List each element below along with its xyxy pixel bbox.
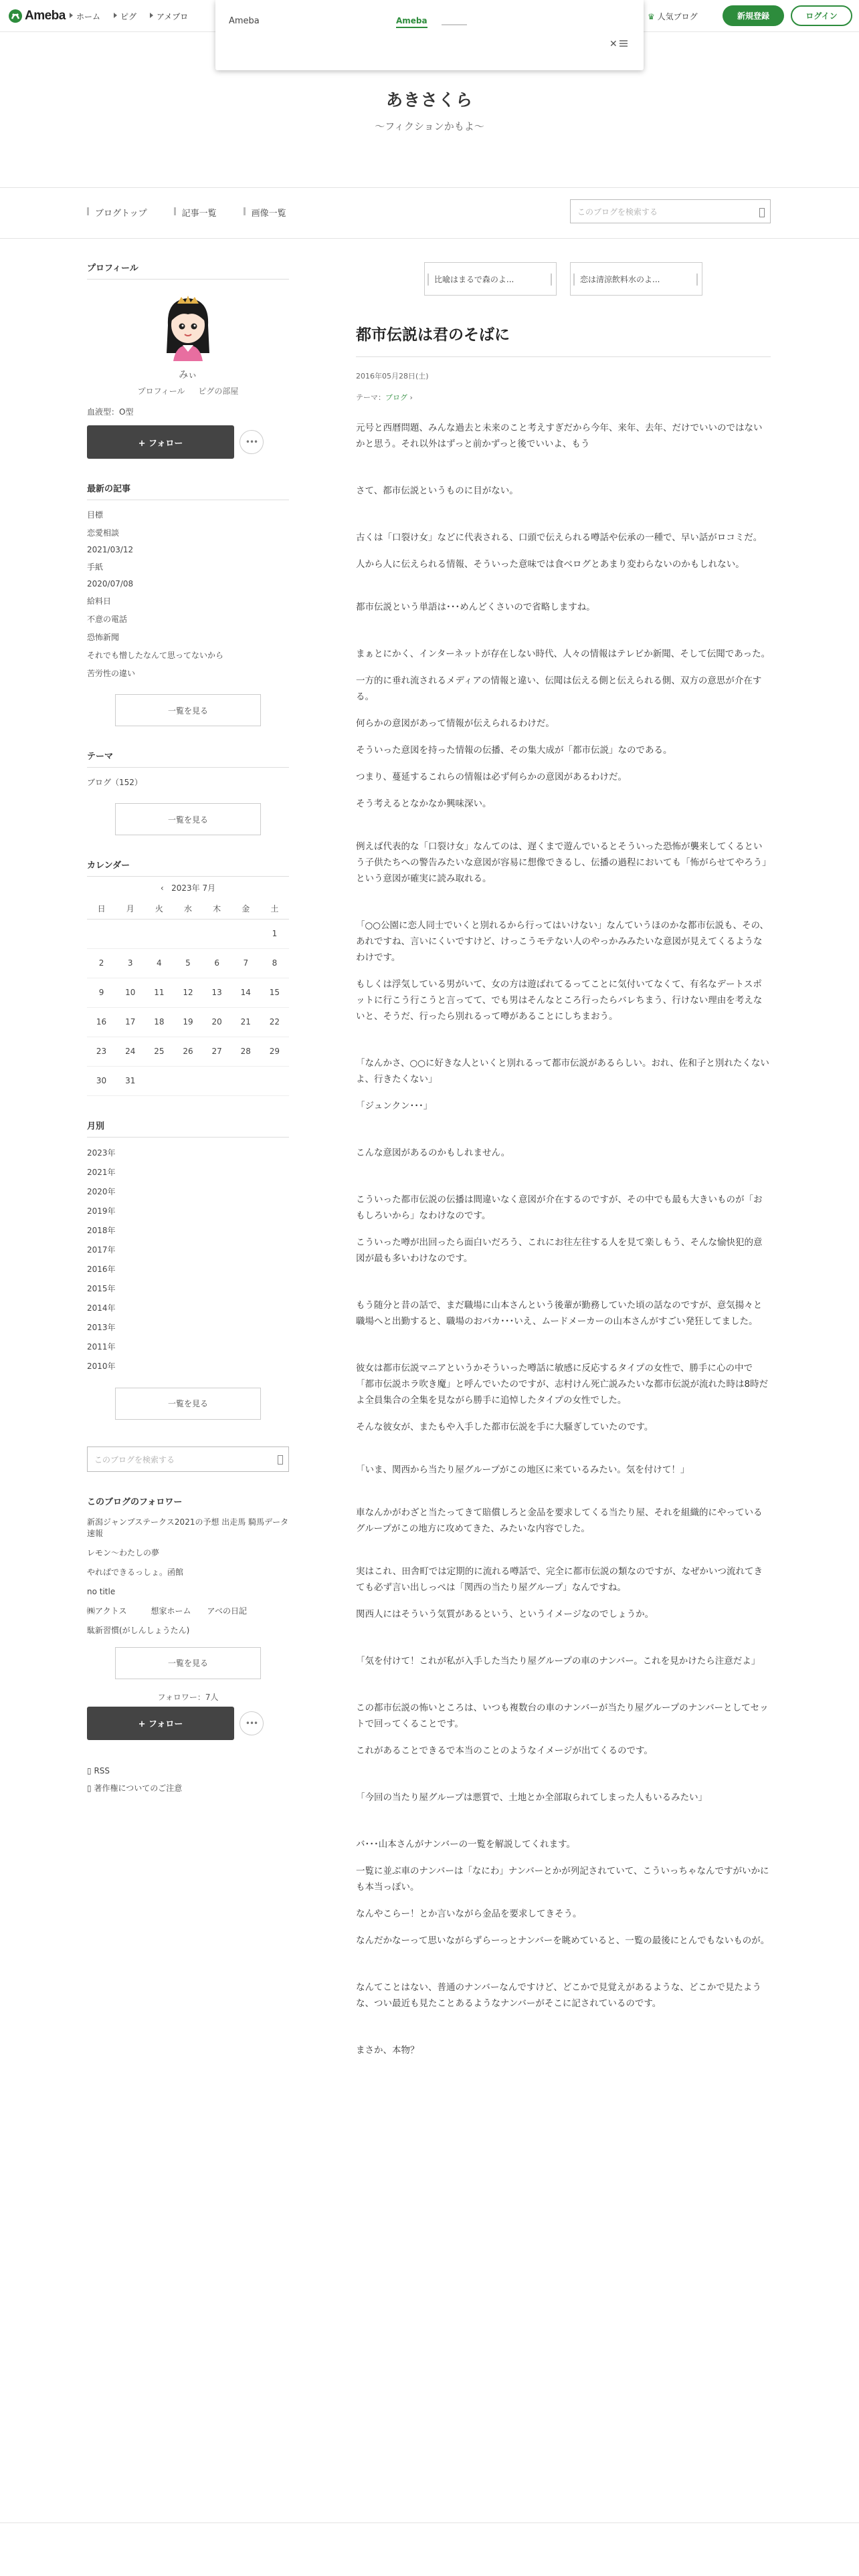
followers-section (87, 1495, 289, 1740)
calendar-day (260, 1066, 289, 1095)
theme-item[interactable]: ブログ（152） (87, 778, 142, 787)
article-paragraph: こういった都市伝説の伝播は間違いなく意図が介在するのですが、その中でも最も大きいものが「おもしろいから」なわけなのです。 (356, 1194, 763, 1221)
article-theme: テーマ：ブログ › (356, 393, 413, 402)
calendar-day (173, 1066, 202, 1095)
article-paragraph: 「なんかさ、○○に好きな人といくと別れるって都市伝説があるらしい。おれ、佐和子と別れたくないよ、行きたくない」 (356, 1058, 769, 1085)
follower-item[interactable]: 新潟ジャンプステークス2021の予想 出走馬 騎馬データ速報 (87, 1517, 289, 1538)
ameba-logo-icon (8, 9, 23, 23)
calendar-day: 27 (203, 1037, 231, 1066)
recent-item[interactable]: 2020/07/08 (87, 579, 134, 588)
calendar-day: 6 (203, 948, 231, 978)
follower-item[interactable]: 駄新習慣(がしんしょうたん) (87, 1625, 190, 1635)
calendar-day (116, 919, 145, 948)
sidebar-search-input[interactable]: このブログを検索する (87, 1446, 289, 1472)
calendar-day (145, 1066, 173, 1095)
article-paragraph: なんやこらー！とか言いながら金品を要求してきそう。 (356, 1909, 582, 1919)
article-paragraph: まさか、本物？ (356, 2045, 419, 2056)
month-item[interactable]: 2020年 (87, 1186, 116, 1196)
calendar-day: 5 (173, 948, 202, 978)
popup-title: Ameba (229, 16, 260, 26)
article-paragraph: 都市伝説という単語は･･･めんどくさいので省略しますね。 (356, 602, 595, 613)
recent-all-button[interactable]: 一覧を見る (115, 694, 261, 726)
rss-icon: ▯ (87, 1765, 92, 1776)
calendar-day (173, 919, 202, 948)
article-paragraph: 「気を付けて！これが私が入手した当たり屋グループの車のナンバー。これを見かけたら注意だよ」 (356, 1656, 761, 1667)
recent-item[interactable]: 手紙 (87, 562, 104, 572)
follower-item[interactable]: レモン〜わたしの夢 (87, 1547, 160, 1558)
month-item[interactable]: 2021年 (87, 1167, 116, 1177)
calendar-day: 8 (260, 948, 289, 978)
article-paragraph: 車なんかがわざと当たってきて賠償しろと金品を要求してくる当たり屋、それを組織的にやっているグループがこの地方に攻めてきた、みたいな内容でした。 (356, 1507, 763, 1534)
more-options-button[interactable]: ••• (240, 430, 264, 454)
rss-label: RSS (94, 1765, 110, 1776)
divider (0, 187, 859, 188)
nav-pigg[interactable]: ピグ (114, 11, 136, 22)
calendar-day: 18 (145, 1007, 173, 1037)
popular-blog-link[interactable] (648, 11, 698, 22)
follower-item[interactable]: no title (87, 1586, 116, 1596)
theme-heading: テーマ (87, 749, 289, 768)
month-item[interactable]: 2017年 (87, 1245, 116, 1255)
calendar-day: 17 (116, 1007, 145, 1037)
recent-item[interactable]: 2021/03/12 (87, 545, 134, 554)
article-paragraph: 一方的に垂れ流されるメディアの情報と違い、伝聞は伝える側と伝えられる側、双方の意思が介在する。 (356, 675, 762, 702)
profile-heading: プロフィール (87, 261, 289, 280)
calendar-day: 24 (116, 1037, 145, 1066)
recent-item[interactable]: 苦労性の違い (87, 669, 136, 678)
month-item[interactable]: 2011年 (87, 1341, 116, 1352)
popup-tab-placeholder[interactable] (442, 16, 467, 25)
weekday: 月 (116, 899, 145, 919)
misc-links (87, 1763, 289, 1797)
article-paragraph: つまり、蔓延するこれらの情報は必ず何らかの意図があるわけだ。 (356, 772, 627, 782)
article-paragraph: もしくは浮気している男がいて、女の方は遊ばれてるってことに気付いてなくて、有名なデートスポットに行こう行こうと言ってて、でも男はそんなところ行ったらバレちまう、行けない理由を考えないと、そうだ、行ったら別れるって噂があることにしちまおう。 (356, 979, 763, 1022)
article-paragraph: 「今回の当たり屋グループは悪質で、土地とか全部取られてしまった人もいるみたい」 (356, 1792, 708, 1803)
nav-ameblo[interactable]: アメブロ (150, 11, 188, 22)
article-paragraph: さて、都市伝説というものに目がない。 (356, 486, 518, 496)
weekday: 日 (87, 899, 116, 919)
follow-button[interactable]: + フォロー (87, 425, 234, 459)
article-title[interactable]: 都市伝説は君のそばに (356, 322, 771, 357)
follower-item[interactable]: ㈱アクトス 想家ホーム アベの日記 (87, 1606, 248, 1616)
calendar-day: 11 (145, 978, 173, 1007)
calendar-day: 20 (203, 1007, 231, 1037)
calendar-day: 1 (260, 919, 289, 948)
monthly-heading: 月別 (87, 1119, 289, 1138)
month-item[interactable]: 2014年 (87, 1303, 116, 1313)
calendar-day: 25 (145, 1037, 173, 1066)
recent-item[interactable]: 給料日 (87, 597, 112, 606)
article-body (356, 420, 771, 2058)
blog-global-nav (87, 206, 286, 219)
calendar-day (87, 919, 116, 948)
nav-home[interactable]: ホーム (70, 11, 100, 22)
calendar-day: 2 (87, 948, 116, 978)
ameba-menu-popup (215, 0, 644, 70)
follower-count: フォロワー：7人 (157, 1692, 219, 1702)
article-paragraph: 実はこれ、田舎町では定期的に流れる噂話で、完全に都市伝説の類なのですが、なぜかいつ流れてきても必ず言い出しっぺは「関西の当たり屋グループ」なんですね。 (356, 1566, 763, 1593)
calendar-day: 7 (231, 948, 260, 978)
follow-row-bottom (87, 1707, 289, 1740)
blog-title[interactable]: あきさくら (385, 90, 473, 110)
article-paragraph: 元号と西暦問題、みんな過去と未来のこと考えすぎだから今年、来年、去年、だけでいいのではないかと思う。それ以外はずっと前かずっと後でいいよ、もう (356, 423, 763, 449)
followers-all-button[interactable]: 一覧を見る (115, 1647, 261, 1679)
weekday: 木 (203, 899, 231, 919)
weekday: 土 (260, 899, 289, 919)
article-paragraph: 「○○公園に恋人同士でいくと別れるから行ってはいけない」なんていうほのかな都市伝説も、その、あれですね、言いにくいですけど、けっこうモテない人のやっかみみたいな意図が見えてくるようなわけです。 (356, 920, 769, 963)
copyright-label: 著作権についてのご注意 (94, 1783, 183, 1793)
month-item[interactable]: 2019年 (87, 1206, 116, 1216)
follow-button-bottom[interactable]: + フォロー (87, 1707, 234, 1740)
calendar-day: 4 (145, 948, 173, 978)
sidebar (87, 261, 289, 1797)
article-date: 2016年05月28日(土) (356, 372, 429, 381)
calendar-day (203, 1066, 231, 1095)
month-item[interactable]: 2010年 (87, 1361, 116, 1371)
logo-text: Ameba (25, 9, 66, 23)
register-button[interactable]: 新規登録 (723, 5, 784, 26)
calendar-day: 15 (260, 978, 289, 1007)
article-paragraph: 例えば代表的な「口裂け女」なんてのは、遅くまで遊んでいるとそういった恐怖が襲来してくるという子供たちへの警告みたいな意図が容易に想像できるし、伝播の過程においても「怖がらせてやろう」という意図が確実に読み取れる。 (356, 841, 767, 884)
copyright-link[interactable] (87, 1779, 289, 1797)
calendar-day: 22 (260, 1007, 289, 1037)
article-paragraph: そういった意図を持った情報の伝播、その集大成が「都市伝説」なのである。 (356, 745, 672, 756)
article-paragraph: 一覧に並ぶ車のナンバーは「なにわ」ナンバーとかが列記されていて、こういっちゃなんですがいかにも本当っぽい。 (356, 1866, 769, 1893)
recent-item[interactable]: 恐怖新聞 (87, 633, 120, 642)
monthly-all-button[interactable]: 一覧を見る (115, 1388, 261, 1420)
calendar-day: 10 (116, 978, 145, 1007)
article-paragraph: 彼女は都市伝説マニアというかそういった噂話に敏感に反応するタイプの女性で、勝手に心の中で「都市伝説ホラ吹き魔」と呼んでいたのですが、志村けん死亡説みたいな都市伝説が流れた時は8時だよ全員集合の全集を見ながら勝手に追悼したタイプの女性でした。 (356, 1363, 769, 1406)
theme-link[interactable]: ブログ (385, 393, 407, 402)
calendar-day (231, 1066, 260, 1095)
calendar-day: 31 (116, 1066, 145, 1095)
weekday: 金 (231, 899, 260, 919)
next-entry-button[interactable]: 恋は清涼飲料水のよ... (570, 262, 702, 296)
blog-search-input[interactable]: このブログを検索する (570, 199, 771, 223)
prev-entry-button[interactable]: 比喩はまるで森のよ... (424, 262, 557, 296)
article-paragraph: 「ジュンクン･･･」 (356, 1101, 433, 1111)
popular-blog-label: 人気ブログ (657, 12, 698, 21)
ameba-logo[interactable] (8, 9, 66, 23)
article-paragraph: こんな意図があるのかもしれません。 (356, 1148, 510, 1158)
article-paragraph: この都市伝説の怖いところは、いつも複数台の車のナンバーが当たり屋グループのナンバーとしてセットで回ってくることです。 (356, 1703, 769, 1729)
weekday: 火 (145, 899, 173, 919)
popup-tab-ameba[interactable]: Ameba (396, 16, 427, 28)
article-paragraph: なんてことはない、普通のナンバーなんですけど、どこかで見覚えがあるような、どこかで見たような、つい最近も見たことあるようなナンバーがそこに記されているのです。 (356, 1982, 761, 2009)
login-button[interactable]: ログイン (791, 5, 852, 26)
nav-image-list[interactable]: 画像一覧 (244, 206, 286, 219)
blood-type: 血液型：O型 (87, 407, 134, 417)
calendar-day: 16 (87, 1007, 116, 1037)
theme-all-button[interactable]: 一覧を見る (115, 803, 261, 835)
calendar-month (87, 882, 289, 893)
recent-heading: 最新の記事 (87, 481, 289, 500)
nav-blog-top[interactable]: ブログトップ (87, 206, 147, 219)
article-paragraph: これがあることできるで本当のことのようなイメージが出てくるのです。 (356, 1745, 653, 1756)
month-item[interactable]: 2013年 (87, 1322, 116, 1332)
calendar-day: 12 (173, 978, 202, 1007)
article-paragraph: 何らかの意図があって情報が伝えられるわけだ。 (356, 718, 555, 729)
calendar-prev-icon[interactable]: ‹ (160, 883, 172, 893)
article-paragraph: もう随分と昔の話で、まだ職場に山本さんという後輩が勤務していた頃の話なのですが、意気揚々と職場へと出勤すると、職場のおバカ･･･いえ、ムードメーカーの山本さんがすごい発狂してました。 (356, 1300, 763, 1327)
article (356, 262, 771, 2058)
divider (0, 238, 859, 239)
article-paragraph: まぁとにかく、インターネットが存在しない時代、人々の情報はテレビか新聞、そして伝聞であった。 (356, 649, 771, 659)
calendar-day: 30 (87, 1066, 116, 1095)
calendar-day: 28 (231, 1037, 260, 1066)
article-paragraph: バ･･･山本さんがナンバーの一覧を解説してくれます。 (356, 1839, 576, 1850)
calendar-day: 3 (116, 948, 145, 978)
calendar-day: 21 (231, 1007, 260, 1037)
top-nav (70, 11, 188, 22)
nav-entry-list[interactable]: 記事一覧 (174, 206, 217, 219)
recent-item[interactable]: それでも憎したなんて思ってないから (87, 651, 224, 660)
recent-item[interactable]: 恋愛相談 (87, 528, 120, 538)
monthly-section (87, 1119, 289, 1420)
calendar-section (87, 858, 289, 1096)
month-item[interactable]: 2016年 (87, 1264, 116, 1274)
profile-name[interactable]: みぃ (179, 370, 197, 381)
calendar-table (87, 899, 289, 1096)
calendar-month-label: 2023年 7月 (171, 883, 216, 893)
related-nav (356, 262, 771, 296)
rss-link[interactable] (87, 1763, 289, 1779)
calendar-day: 23 (87, 1037, 116, 1066)
month-item[interactable]: 2023年 (87, 1148, 116, 1158)
calendar-day (203, 919, 231, 948)
article-paragraph: なんだかなーって思いながらずらーっとナンバーを眺めていると、一覧の最後にとんでもないものが。 (356, 1935, 770, 1946)
recent-item[interactable]: 目標 (87, 510, 104, 520)
more-options-button-bottom[interactable]: ••• (240, 1711, 264, 1735)
follow-row (87, 425, 289, 459)
calendar-day: 9 (87, 978, 116, 1007)
close-icon[interactable]: ✕ (609, 39, 617, 49)
calendar-heading: カレンダー (87, 858, 289, 877)
article-paragraph: そう考えるとなかなか興味深い。 (356, 798, 492, 809)
article-paragraph: そんな彼女が、またもや入手した都市伝説を手に大騒ぎしていたのです。 (356, 1422, 654, 1432)
calendar-day: 14 (231, 978, 260, 1007)
blog-subtitle: 〜フィクションかもよ〜 (375, 120, 484, 132)
calendar-day: 29 (260, 1037, 289, 1066)
article-paragraph: 「いま、関西から当たり屋グループがこの地区に来ているみたい。気を付けて！」 (356, 1465, 690, 1475)
article-paragraph: 関西人にはそういう気質があるという、というイメージなのでしょうか。 (356, 1609, 654, 1620)
document-icon: ▯ (87, 1783, 92, 1793)
article-paragraph: 人から人に伝えられる情報、そういった意味では食べログとあまり変わらないのかもしれない。 (356, 559, 745, 570)
article-paragraph: こういった噂が出回ったら面白いだろう、これにお往左往する人を見て楽しもう、そんな愉快犯的意図が最も多いわけなのです。 (356, 1237, 763, 1264)
avatar[interactable] (153, 292, 223, 361)
profile-link[interactable]: プロフィール (137, 387, 185, 396)
weekday: 水 (173, 899, 202, 919)
calendar-day (231, 919, 260, 948)
theme-label: テーマ： (356, 393, 385, 402)
calendar-day (145, 919, 173, 948)
follower-item[interactable]: やればできるっしょ。函館 (87, 1567, 184, 1577)
theme-section (87, 749, 289, 835)
menu-icon[interactable] (619, 40, 628, 48)
article-paragraph: 古くは「口裂け女」などに代表される、口頭で伝えられる噂話や伝承の一種で、早い話がロコミだ。 (356, 532, 763, 543)
recent-entries (87, 481, 289, 726)
profile-links (87, 385, 289, 397)
calendar-day: 13 (203, 978, 231, 1007)
crown-icon: ♛ (648, 12, 655, 21)
month-item[interactable]: 2015年 (87, 1283, 116, 1293)
calendar-day: 19 (173, 1007, 202, 1037)
month-item[interactable]: 2018年 (87, 1225, 116, 1235)
recent-item[interactable]: 不意の電話 (87, 615, 128, 624)
followers-heading: このブログのフォロワー (87, 1497, 183, 1507)
pigg-room-link[interactable]: ピグの部屋 (198, 387, 239, 396)
calendar-day: 26 (173, 1037, 202, 1066)
